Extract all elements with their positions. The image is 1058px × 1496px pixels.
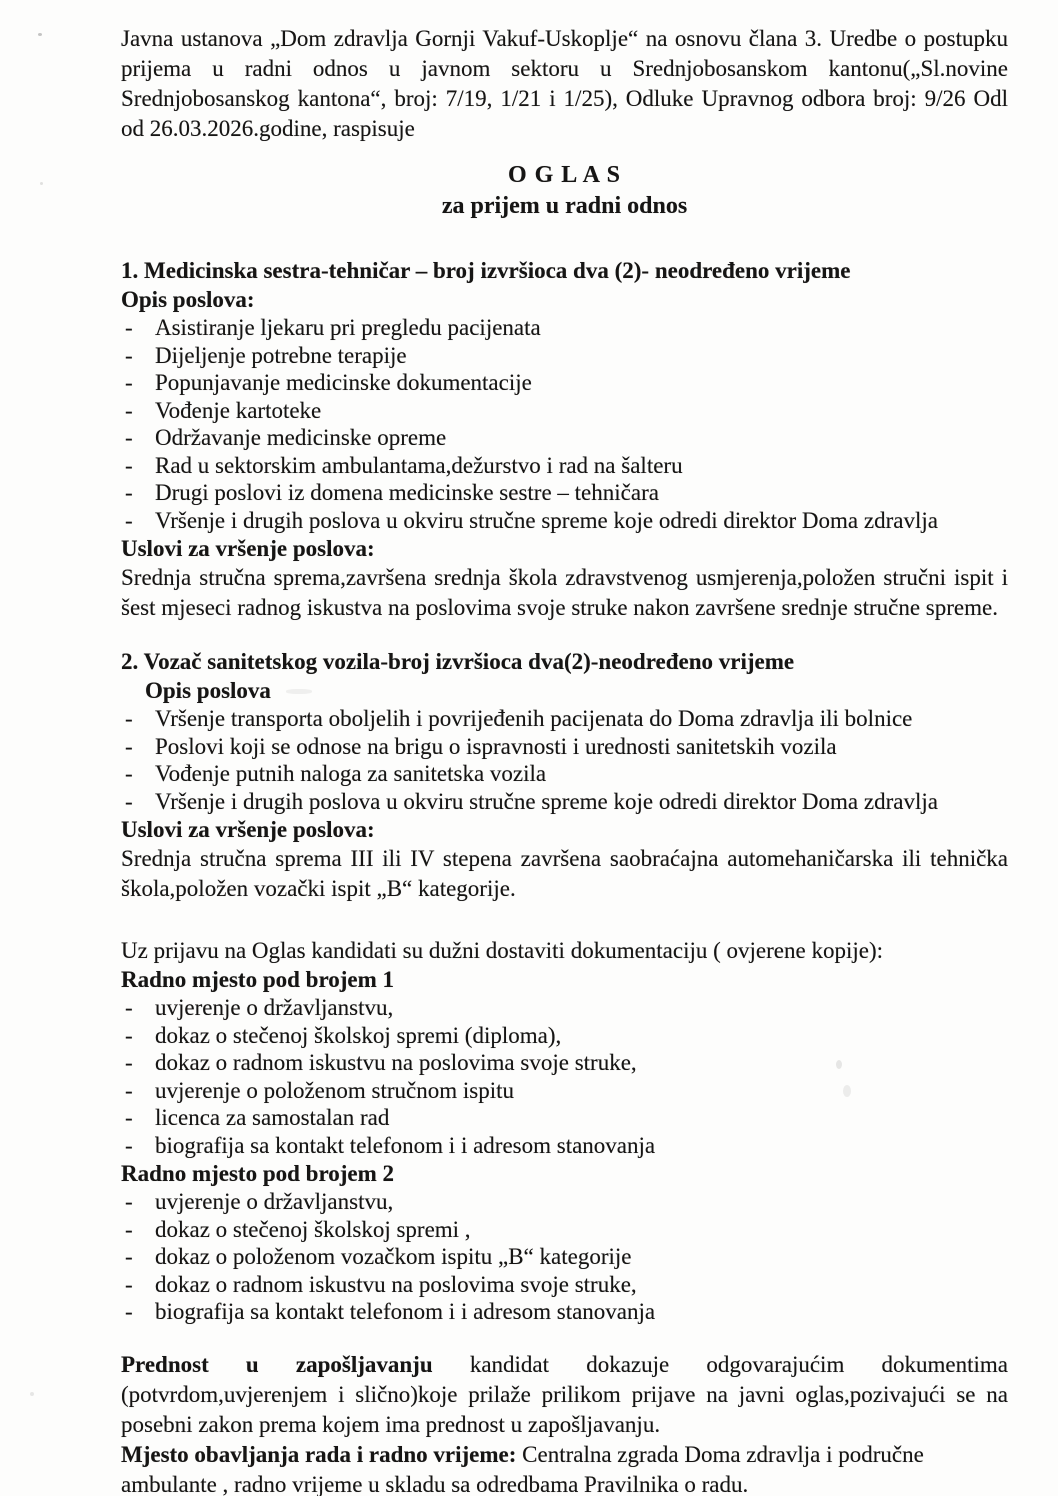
dash-marker: - bbox=[125, 995, 133, 1020]
document-item bbox=[121, 1132, 1008, 1160]
document-item-text: biografija sa kontakt telefonom i i adresom stanovanja bbox=[155, 1132, 656, 1158]
document-item bbox=[121, 1022, 1008, 1050]
dash-marker: - bbox=[125, 507, 133, 533]
section-documentation bbox=[121, 936, 1008, 1326]
document-item-text: dokaz o stečenoj školskoj spremi , bbox=[155, 1216, 471, 1242]
dash-marker: - bbox=[125, 315, 133, 340]
scan-artifact bbox=[836, 1060, 842, 1069]
duty-item-text: Vođenje putnih naloga za sanitetska vozila bbox=[155, 761, 547, 786]
duty-item-text: Drugi poslovi iz domena medicinske sestre – tehničara bbox=[155, 480, 659, 505]
workplace-text: Centralna zgrada Doma zdravlja i područne ambulante , radno vrijeme u skladu sa odredbama Pravilnika o radu. bbox=[121, 1441, 924, 1496]
document-item-text: dokaz o položenom vozačkom ispitu „B“ kategorije bbox=[155, 1244, 632, 1269]
position1-requirements-heading: Uslovi za vršenje poslova: bbox=[121, 536, 375, 561]
position2-requirements-heading: Uslovi za vršenje poslova: bbox=[121, 817, 375, 842]
document-item bbox=[121, 1216, 1008, 1244]
workplace-paragraph bbox=[121, 1440, 1008, 1496]
priority-text: kandidat dokazuje odgovarajućim dokumentima (potvrdom,uvjerenjem i slično)koje prilaže prilikom prijave na javni oglas,pozivajući se na posebni zakon prema kojem ima prednost u zapošljavanju. bbox=[121, 1351, 1008, 1437]
job2-documents-heading: Radno mjesto pod brojem 2 bbox=[121, 1161, 395, 1186]
document-item bbox=[121, 1298, 1008, 1326]
duty-item bbox=[121, 760, 1008, 788]
duty-item bbox=[121, 342, 1008, 370]
duty-item-text: Rad u sektorskim ambulantama,dežurstvo i rad na šalteru bbox=[155, 452, 683, 478]
document-item-text: dokaz o radnom iskustvu na poslovima svoje struke, bbox=[155, 1050, 637, 1075]
dash-marker: - bbox=[125, 425, 133, 450]
dash-marker: - bbox=[125, 397, 133, 423]
dash-marker: - bbox=[125, 1050, 133, 1075]
duty-item bbox=[121, 452, 1008, 480]
job2-documents-list bbox=[121, 1188, 1008, 1326]
position2-duties-heading: Opis poslova bbox=[145, 678, 271, 703]
duty-item-text: Dijeljenje potrebne terapije bbox=[155, 342, 407, 368]
document-item bbox=[121, 1271, 1008, 1299]
document-item-text: dokaz o stečenoj školskoj spremi (diploma), bbox=[155, 1022, 562, 1048]
spacer bbox=[121, 1326, 1008, 1350]
duty-item bbox=[121, 788, 1008, 816]
document-item-text: uvjerenje o državljanstvu, bbox=[155, 995, 394, 1020]
spacer bbox=[121, 623, 1008, 647]
document-item bbox=[121, 1243, 1008, 1271]
position1-heading: 1. Medicinska sestra-tehničar – broj izvršioca dva (2)- neodređeno vrijeme bbox=[121, 258, 851, 283]
dash-marker: - bbox=[125, 1132, 133, 1158]
dash-marker: - bbox=[125, 370, 133, 395]
duty-item bbox=[121, 733, 1008, 761]
document-title: O G L A S bbox=[507, 162, 622, 188]
spacer bbox=[121, 904, 1008, 936]
duty-item bbox=[121, 314, 1008, 342]
duty-item bbox=[121, 369, 1008, 397]
duty-item bbox=[121, 424, 1008, 452]
priority-paragraph bbox=[121, 1350, 1008, 1440]
document-item bbox=[121, 1077, 1008, 1105]
document-item-text: uvjerenje o položenom stručnom ispitu bbox=[155, 1077, 514, 1103]
dash-marker: - bbox=[125, 733, 133, 759]
dash-marker: - bbox=[125, 1299, 133, 1324]
duty-item bbox=[121, 705, 1008, 733]
duty-item-text: Vršenje transporta oboljelih i povrijeđenih pacijenata do Doma zdravlja ili bolnice bbox=[155, 706, 913, 731]
dash-marker: - bbox=[125, 1189, 133, 1214]
document-item-text: biografija sa kontakt telefonom i i adresom stanovanja bbox=[155, 1299, 656, 1324]
duty-item-text: Održavanje medicinske opreme bbox=[155, 425, 447, 450]
duty-item-text: Vođenje kartoteke bbox=[155, 397, 322, 423]
document-item-text: uvjerenje o državljanstvu, bbox=[155, 1189, 394, 1214]
dash-marker: - bbox=[125, 1244, 133, 1269]
job1-documents-heading: Radno mjesto pod brojem 1 bbox=[121, 967, 395, 992]
dash-marker: - bbox=[125, 1216, 133, 1242]
document-item bbox=[121, 994, 1008, 1022]
position1-requirements-text: Srednja stručna sprema,završena srednja škola zdravstvenog usmjerenja,položen stručni ispit i šest mjeseci radnog iskustva na poslovima svoje struke nakon završene srednje stručne spreme. bbox=[121, 565, 1008, 620]
document-item bbox=[121, 1049, 1008, 1077]
position2-requirements-text: Srednja stručna sprema III ili IV stepena završena saobraćajna automehaničarska ili tehnička škola,položen vozački ispit „B“ kategorije. bbox=[121, 846, 1008, 901]
title-block bbox=[121, 160, 1008, 222]
duty-item-text: Popunjavanje medicinske dokumentacije bbox=[155, 370, 532, 395]
priority-label: Prednost u zapošljavanju bbox=[121, 1351, 433, 1377]
section-position-1 bbox=[121, 256, 1008, 623]
scan-artifact bbox=[38, 33, 42, 36]
scan-artifact bbox=[843, 1085, 851, 1097]
documentation-intro: Uz prijavu na Oglas kandidati su dužni dostaviti dokumentaciju ( ovjerene kopije): bbox=[121, 938, 883, 963]
dash-marker: - bbox=[125, 452, 133, 478]
document-item bbox=[121, 1104, 1008, 1132]
dash-marker: - bbox=[125, 788, 133, 814]
dash-marker: - bbox=[125, 761, 133, 786]
position2-heading: 2. Vozač sanitetskog vozila-broj izvršioca dva(2)-neodređeno vrijeme bbox=[121, 649, 795, 674]
duty-item bbox=[121, 397, 1008, 425]
section-position-2 bbox=[121, 647, 1008, 904]
dash-marker: - bbox=[125, 1271, 133, 1297]
intro-paragraph: Javna ustanova „Dom zdravlja Gornji Vakuf-Uskoplje“ na osnovu člana 3. Uredbe o postupku prijema u radni odnos u javnom sektoru u Srednjobosanskom kantonu(„Sl.novine Srednjobosanskog kantona“, broj: 7/19, 1/21 i 1/25), Odluke Upravnog odbora broj: 9/26 Odl od 26.03.2026.godine, raspisuje bbox=[121, 26, 1008, 141]
scan-artifact bbox=[30, 1392, 34, 1396]
dash-marker: - bbox=[125, 480, 133, 505]
duty-item-text: Asistiranje ljekaru pri pregledu pacijenata bbox=[155, 315, 541, 340]
dash-marker: - bbox=[125, 706, 133, 731]
duty-item bbox=[121, 479, 1008, 507]
dash-marker: - bbox=[125, 342, 133, 368]
dash-marker: - bbox=[125, 1077, 133, 1103]
dash-marker: - bbox=[125, 1022, 133, 1048]
duty-item bbox=[121, 507, 1008, 535]
scan-artifact bbox=[40, 182, 43, 185]
duty-item-text: Poslovi koji se odnose na brigu o ispravnosti i urednosti sanitetskih vozila bbox=[155, 733, 837, 759]
dash-marker: - bbox=[125, 1105, 133, 1130]
section-closing bbox=[121, 1350, 1008, 1496]
workplace-label: Mjesto obavljanja rada i radno vrijeme: bbox=[121, 1441, 517, 1467]
document-subtitle: za prijem u radni odnos bbox=[441, 193, 688, 219]
duty-item-text: Vršenje i drugih poslova u okviru stručne spreme koje odredi direktor Doma zdravlja bbox=[155, 507, 938, 533]
document-item bbox=[121, 1188, 1008, 1216]
document-item-text: licenca za samostalan rad bbox=[155, 1105, 390, 1130]
document-item-text: dokaz o radnom iskustvu na poslovima svoje struke, bbox=[155, 1271, 637, 1297]
position2-duties-list bbox=[121, 705, 1008, 815]
position1-duties-heading: Opis poslova: bbox=[121, 287, 255, 312]
duty-item-text: Vršenje i drugih poslova u okviru stručne spreme koje odredi direktor Doma zdravlja bbox=[155, 788, 938, 814]
position1-duties-list bbox=[121, 314, 1008, 534]
job1-documents-list bbox=[121, 994, 1008, 1159]
scan-artifact bbox=[286, 689, 312, 694]
